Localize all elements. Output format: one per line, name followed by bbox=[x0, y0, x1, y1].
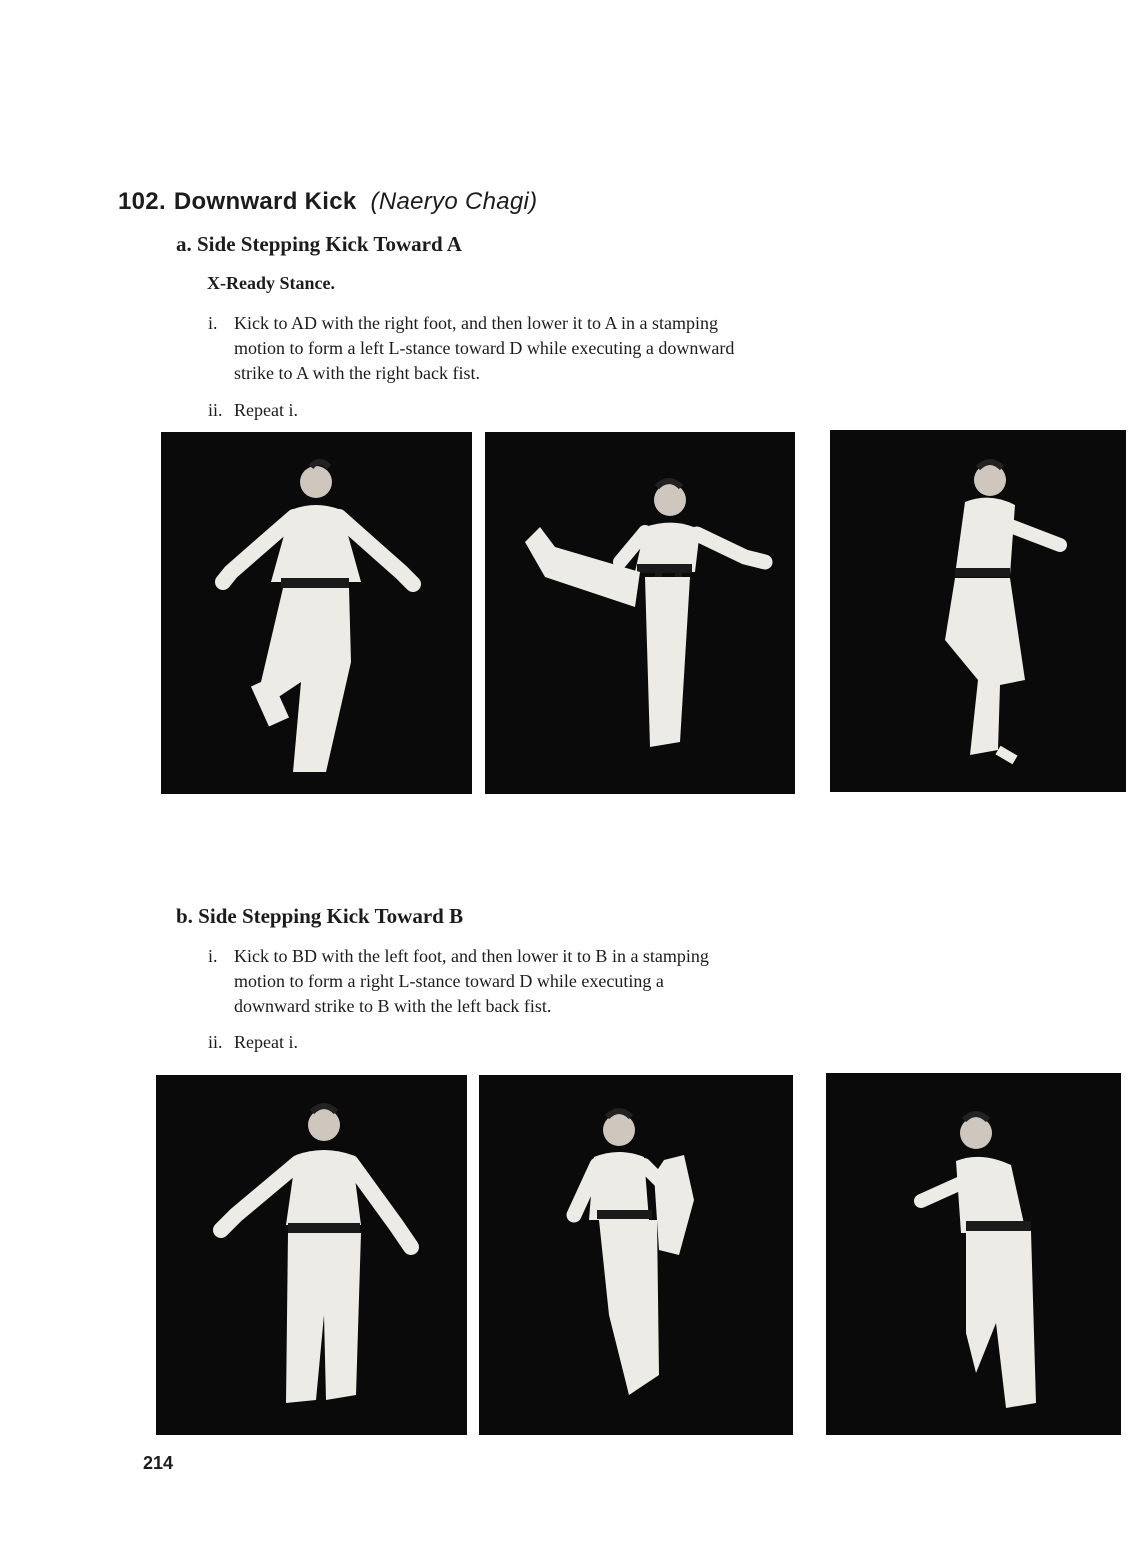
heading-number: 102. bbox=[118, 188, 166, 215]
photo-b-stamping-strike bbox=[826, 1073, 1121, 1435]
section-b-step-1 bbox=[208, 944, 968, 1019]
step-line: strike to A with the right back fist. bbox=[234, 363, 480, 383]
step-line: motion to form a left L-stance toward D while executing a downward bbox=[234, 338, 735, 358]
photo-a-ready-stance bbox=[161, 432, 472, 794]
step-line: Kick to AD with the right foot, and then lower it to A in a stamping bbox=[234, 313, 718, 333]
section-b-step-2 bbox=[208, 1030, 298, 1055]
section-b-title: b. Side Stepping Kick Toward B bbox=[176, 904, 464, 928]
step-line: motion to form a right L-stance toward D while executing a bbox=[234, 971, 664, 991]
step-marker: i. bbox=[208, 313, 218, 333]
step-line: Repeat i. bbox=[234, 1032, 298, 1052]
section-a-stance: X-Ready Stance. bbox=[207, 273, 335, 293]
heading-subtitle: (Naeryo Chagi) bbox=[370, 188, 538, 215]
section-a-step-1 bbox=[208, 311, 968, 386]
section-a-step-2 bbox=[208, 398, 298, 423]
section-a-title: a. Side Stepping Kick Toward A bbox=[176, 232, 462, 256]
page-number: 214 bbox=[143, 1453, 174, 1473]
step-line: Repeat i. bbox=[234, 400, 298, 420]
photo-b-ready-stance bbox=[156, 1075, 467, 1435]
photo-b-high-kick bbox=[479, 1075, 793, 1435]
step-marker: i. bbox=[208, 946, 218, 966]
step-marker: ii. bbox=[208, 1032, 223, 1052]
photo-a-stamping-strike bbox=[830, 430, 1126, 792]
heading-title: Downward Kick bbox=[173, 188, 357, 215]
photo-a-high-kick bbox=[485, 432, 795, 794]
step-line: downward strike to B with the left back fist. bbox=[234, 996, 552, 1016]
step-marker: ii. bbox=[208, 400, 223, 420]
step-line: Kick to BD with the left foot, and then lower it to B in a stamping bbox=[234, 946, 709, 966]
section-heading bbox=[118, 188, 537, 216]
